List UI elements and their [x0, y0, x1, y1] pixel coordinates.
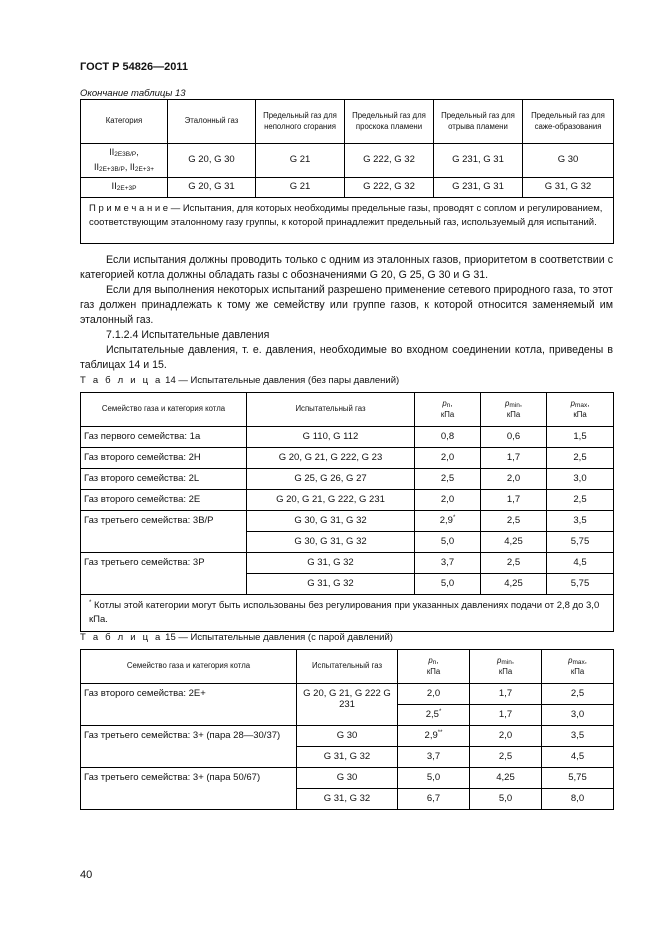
header-incomplete-combustion: Предельный газ для неполного сгорания: [256, 100, 345, 144]
table14-caption: Т а б л и ц а 14 — Испытательные давления (без пары давлений): [80, 375, 400, 386]
cell: 2,9*: [415, 511, 481, 532]
cell: 2,5: [415, 469, 481, 490]
table-row: [81, 427, 614, 448]
cell: 2,5: [547, 448, 614, 469]
cell: 1,5: [547, 427, 614, 448]
header-pmin: $p_{min}$, кПа: [481, 393, 547, 427]
header-family: Семейство газа и категория котла: [81, 650, 297, 684]
cell: 5,75: [547, 574, 614, 595]
cell: 2,5: [542, 684, 614, 705]
paragraph: Если испытания должны проводить только с одним из эталонных газов, приоритетом в соответствии с категорией котла должны обладать газы с обозначениями G 20, G 25, G 30 и G 31.: [80, 254, 613, 281]
cell: G 30: [523, 144, 614, 178]
cell: 3,7: [415, 553, 481, 574]
table-row: [81, 490, 614, 511]
header-flashback: Предельный газ для проскока пламени: [345, 100, 434, 144]
cell: 2,0: [470, 726, 542, 747]
cell: G 222, G 32: [345, 144, 434, 178]
cell: 5,0: [415, 574, 481, 595]
cell: 3,7: [398, 747, 470, 768]
paragraph: Испытательные давления, т. е. давления, необходимые во входном соединении котла, приведены в таблицах 14 и 15.: [80, 344, 613, 371]
cell: 2,9**: [398, 726, 470, 747]
cell: 0,8: [415, 427, 481, 448]
cell: 4,25: [470, 768, 542, 789]
cell: 6,7: [398, 789, 470, 810]
cell: G 110, G 112: [247, 427, 415, 448]
cell: Газ второго семейства: 2E: [81, 490, 247, 511]
cell: G 20, G 31: [168, 178, 256, 198]
cell: G 20, G 21, G 222, G 231: [247, 490, 415, 511]
table13-note: П р и м е ч а н и е — Испытания, для которых необходимы предельные газы, проводят с соплом и регулированием, соответствующим эталонному газу группы, к которой принадлежит предельный газ, используемый для испытаний.: [81, 198, 614, 244]
cell: G 30: [297, 726, 398, 747]
cell: Газ второго семейства: 2L: [81, 469, 247, 490]
category-cell: $II_{2E+3P}$: [81, 178, 168, 198]
cell: G 20, G 21, G 222 G 231: [297, 684, 398, 726]
paragraph: Если для выполнения некоторых испытаний разрешено применение сетевого природного газа, то этот газ должен принадлежать к тому же семейству или группе газов, к которой относится заменяемый им эталонный газ.: [80, 284, 613, 326]
cell: Газ второго семейства: 2H: [81, 448, 247, 469]
table-row: [81, 469, 614, 490]
cell: 2,0: [398, 684, 470, 705]
header-pn: $p_n$, кПа: [415, 393, 481, 427]
cell: 3,5: [542, 726, 614, 747]
cell: G 31, G 32: [297, 789, 398, 810]
cell: Газ третьего семейства: 3P: [81, 553, 247, 595]
section-heading: 7.1.2.4 Испытательные давления: [106, 329, 270, 341]
cell: Газ третьего семейства: 3+ (пара 50/67): [81, 768, 297, 810]
table14-footnote: * Котлы этой категории могут быть использованы без регулирования при указанных давлениях подачи от 2,8 до 3,0 кПа.: [81, 595, 614, 632]
header-pmin: $p_{min}$, кПа: [470, 650, 542, 684]
cell: 4,25: [481, 574, 547, 595]
cell: 2,5: [470, 747, 542, 768]
cell: Газ второго семейства: 2E+: [81, 684, 297, 726]
header-flame-lift: Предельный газ для отрыва пламени: [434, 100, 523, 144]
cell: 2,5: [547, 490, 614, 511]
body-text: [80, 253, 613, 373]
cell: G 20, G 30: [168, 144, 256, 178]
table13-caption: Окончание таблицы 13: [80, 88, 186, 99]
cell: 1,7: [470, 684, 542, 705]
header-test-gas: Испытательный газ: [297, 650, 398, 684]
cell: G 25, G 26, G 27: [247, 469, 415, 490]
cell: 3,5: [547, 511, 614, 532]
cell: 3,0: [542, 705, 614, 726]
cell: G 231, G 31: [434, 144, 523, 178]
header-pmax: $p_{max}$, кПа: [542, 650, 614, 684]
cell: 8,0: [542, 789, 614, 810]
cell: 2,0: [415, 448, 481, 469]
cell: G 31, G 32: [247, 574, 415, 595]
cell: G 231, G 31: [434, 178, 523, 198]
table-row: [81, 684, 614, 705]
header-pn: $p_n$, кПа: [398, 650, 470, 684]
cell: G 31, G 32: [523, 178, 614, 198]
cell: G 30, G 31, G 32: [247, 511, 415, 532]
cell: 2,0: [415, 490, 481, 511]
cell: 2,5*: [398, 705, 470, 726]
cell: 2,0: [481, 469, 547, 490]
cell: Газ третьего семейства: 3B/P: [81, 511, 247, 553]
cell: 4,5: [542, 747, 614, 768]
page-number: 40: [80, 869, 93, 881]
table-row: [81, 553, 614, 574]
cell: G 21: [256, 178, 345, 198]
table15-caption: Т а б л и ц а 15 — Испытательные давления (с парой давлений): [80, 632, 393, 643]
table-row: [81, 144, 614, 178]
cell: 1,7: [481, 490, 547, 511]
cell: G 31, G 32: [247, 553, 415, 574]
cell: 0,6: [481, 427, 547, 448]
cell: 2,5: [481, 511, 547, 532]
table-row: [81, 726, 614, 747]
cell: 5,0: [415, 532, 481, 553]
header-sooting: Предельный газ для саже-образования: [523, 100, 614, 144]
cell: 5,75: [547, 532, 614, 553]
category-cell: $II_{2E3B/P}$, $II_{2E+3B/P}$, $II_{2E+3+}$: [81, 144, 168, 178]
cell: Газ третьего семейства: 3+ (пара 28—30/37): [81, 726, 297, 768]
cell: 2,5: [481, 553, 547, 574]
header-reference-gas: Эталонный газ: [168, 100, 256, 144]
header-category: Категория: [81, 100, 168, 144]
cell: G 31, G 32: [297, 747, 398, 768]
cell: 3,0: [547, 469, 614, 490]
cell: 5,0: [398, 768, 470, 789]
table-14: [80, 392, 614, 632]
cell: 5,0: [470, 789, 542, 810]
cell: G 30: [297, 768, 398, 789]
header-test-gas: Испытательный газ: [247, 393, 415, 427]
cell: G 30, G 31, G 32: [247, 532, 415, 553]
header-family: Семейство газа и категория котла: [81, 393, 247, 427]
cell: Газ первого семейства: 1a: [81, 427, 247, 448]
cell: G 20, G 21, G 222, G 23: [247, 448, 415, 469]
cell: 1,7: [481, 448, 547, 469]
table-row: [81, 178, 614, 198]
table-row: [81, 768, 614, 789]
table-15: [80, 649, 614, 810]
cell: 1,7: [470, 705, 542, 726]
cell: G 21: [256, 144, 345, 178]
cell: 4,25: [481, 532, 547, 553]
cell: 5,75: [542, 768, 614, 789]
table-row: [81, 448, 614, 469]
table-row: [81, 511, 614, 532]
document-header: ГОСТ Р 54826—2011: [80, 61, 188, 73]
cell: G 222, G 32: [345, 178, 434, 198]
header-pmax: $p_{max}$, кПа: [547, 393, 614, 427]
cell: 4,5: [547, 553, 614, 574]
table-13: [80, 99, 614, 244]
